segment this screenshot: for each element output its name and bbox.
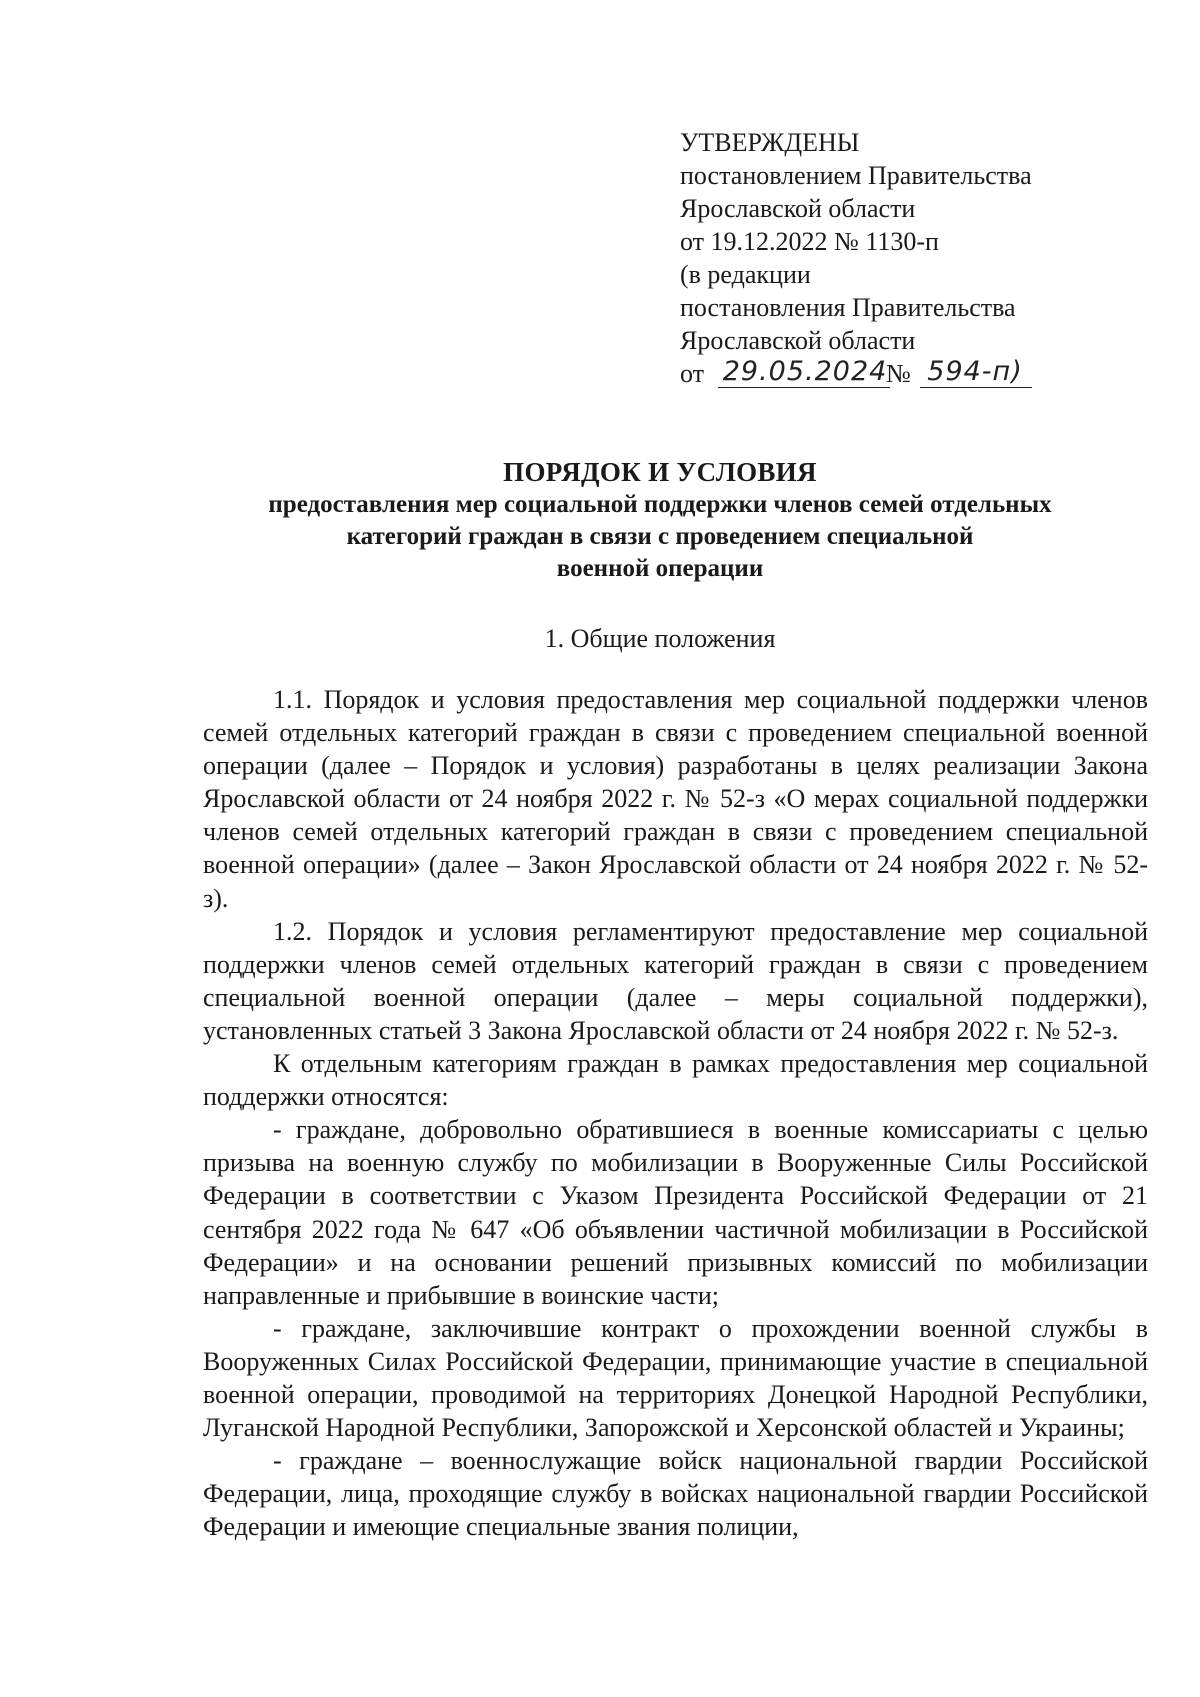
approval-line: УТВЕРЖДЕНЫ	[680, 128, 860, 157]
approval-line: от 19.12.2022 № 1130-п	[680, 227, 939, 256]
approval-line: (в редакции	[680, 260, 811, 289]
paragraph-1-2: 1.2. Порядок и условия регламентируют предоставление мер социальной поддержки членов семей отдельных категорий граждан в связи с проведением специальной военной операции (далее – меры социальной поддержки), установленных статьей 3 Закона Ярославской области от 24 ноября 2022 г. № 52-з.	[203, 916, 1148, 1045]
approval-line: Ярославской области	[680, 326, 916, 355]
approval-handwritten-line	[680, 357, 1160, 393]
handwritten-date: 29.05.2024	[722, 356, 888, 387]
title-main: ПОРЯДОК И УСЛОВИЯ	[503, 457, 817, 487]
document-title	[160, 455, 1160, 585]
approval-stamp-block	[680, 126, 1160, 393]
list-item: - граждане, заключившие контракт о прохождении военной службы в Вооруженных Силах Российской Федерации, принимающие участие в специальной военной операции, проводимой на территориях Донецкой Народной Республики, Луганской Народной Республики, Запорожской и Херсонской областей и Украины;	[203, 1313, 1148, 1443]
approval-prefix: от	[680, 359, 705, 388]
document-body	[203, 683, 1148, 1543]
approval-line: постановлением Правительства	[680, 161, 1032, 190]
number-underline	[920, 387, 1032, 388]
approval-line: постановления Правительства	[680, 293, 1016, 322]
number-sign: №	[886, 359, 911, 388]
title-subline: предоставления мер социальной поддержки членов семей отдельных	[268, 491, 1052, 518]
section-heading: 1. Общие положения	[544, 624, 776, 653]
handwritten-number: 594-п)	[927, 356, 1023, 387]
paragraph-1-1: 1.1. Порядок и условия предоставления мер социальной поддержки членов семей отдельных категорий граждан в связи с проведением специальной военной операции (далее – Порядок и условия) разработаны в целях реализации Закона Ярославской области от 24 ноября 2022 г. № 52-з «О мерах социальной поддержки членов семей отдельных категорий граждан в связи с проведением специальной военной операции» (далее – Закон Ярославской области от 24 ноября 2022 г. № 52-з).	[203, 685, 1148, 913]
title-subline: категорий граждан в связи с проведением специальной	[346, 523, 974, 550]
list-item: - граждане, добровольно обратившиеся в военные комиссариаты с целью призыва на военную службу по мобилизации в Вооруженные Силы Российской Федерации в соответствии с Указом Президента Российской Федерации от 21 сентября 2022 года № 647 «Об объявлении частичной мобилизации в Российской Федерации» и на основании решений призывных комиссий по мобилизации направленные и прибывшие в воинские части;	[203, 1115, 1148, 1310]
paragraph-categories-intro: К отдельным категориям граждан в рамках предоставления мер социальной поддержки относятся:	[203, 1049, 1148, 1112]
approval-line: Ярославской области	[680, 194, 916, 223]
date-underline	[718, 387, 890, 388]
title-subline: военной операции	[556, 555, 764, 582]
list-item: - граждане – военнослужащие войск национальной гвардии Российской Федерации, лица, проходящие службу в войсках национальной гвардии Российской Федерации и имеющие специальные звания полиции,	[203, 1446, 1148, 1542]
